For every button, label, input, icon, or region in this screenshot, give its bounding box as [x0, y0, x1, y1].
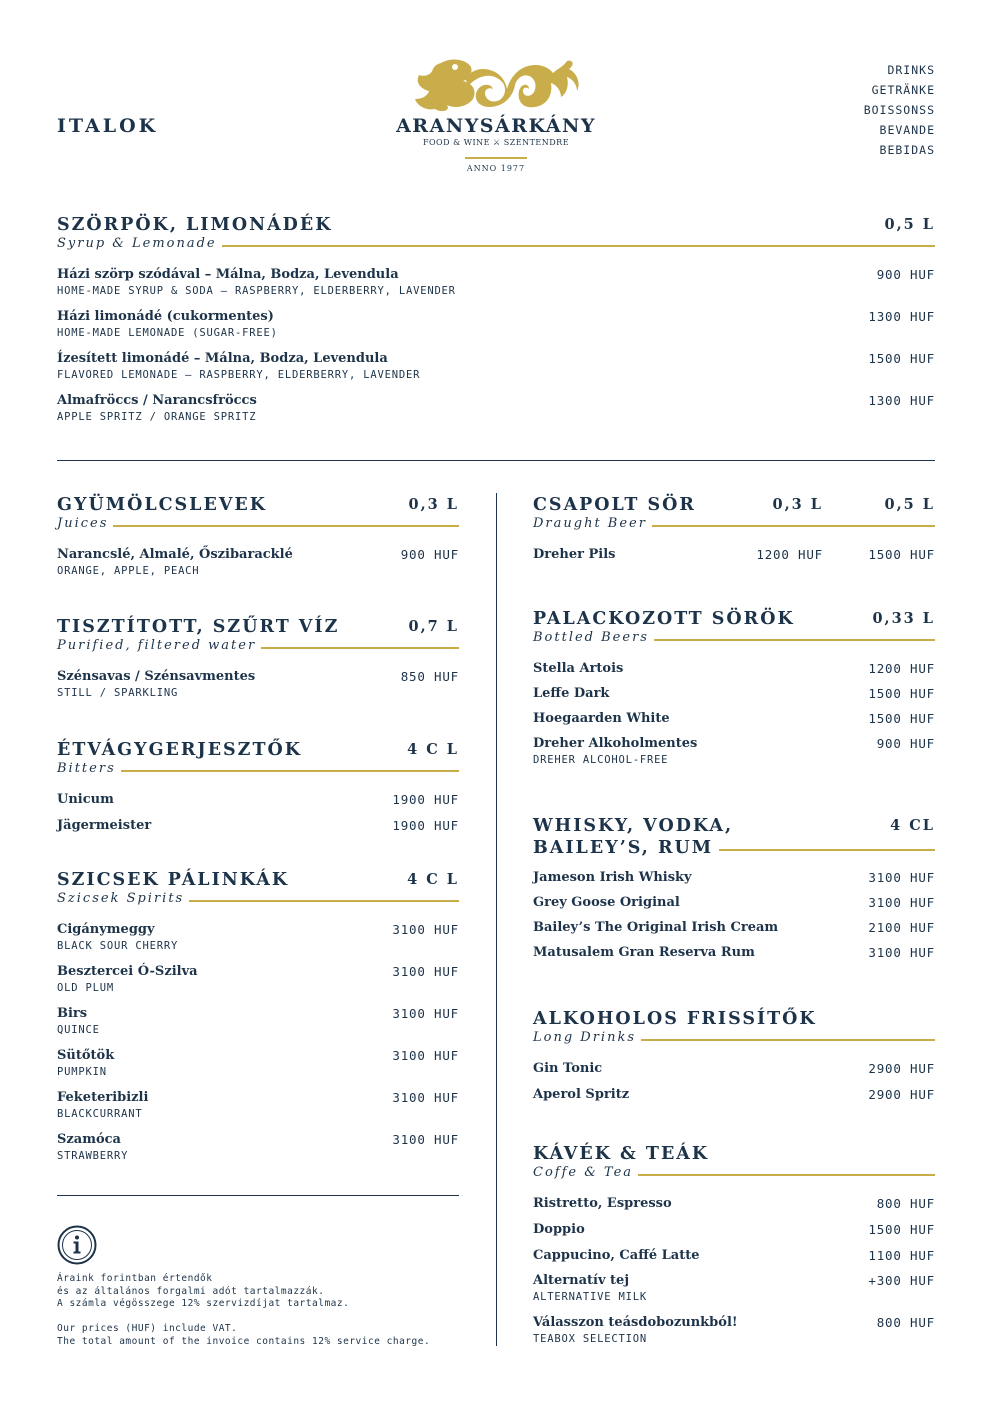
- section-title: SZICSEK PÁLINKÁK: [57, 870, 290, 890]
- section-title: ÉTVÁGYGERJESZTŐK: [57, 740, 302, 760]
- language-item: DRINKS: [887, 63, 935, 77]
- menu-item: [533, 1272, 935, 1304]
- item-name: Birs: [57, 1006, 88, 1021]
- item-price: 3100 HUF: [868, 870, 935, 885]
- item-translation: DREHER ALCOHOL-FREE: [533, 754, 669, 766]
- section-divider: [719, 849, 935, 851]
- section-divider: [654, 639, 935, 641]
- section-title: WHISKY, VODKA,: [533, 816, 734, 836]
- item-name: Dreher Alkoholmentes: [533, 736, 698, 751]
- menu-item: [533, 1086, 935, 1103]
- item-price: 2900 HUF: [868, 1061, 935, 1076]
- menu-item: [533, 685, 935, 702]
- item-translation: BLACK SOUR CHERRY: [57, 940, 179, 952]
- menu-item: [533, 546, 935, 563]
- menu-item: [57, 1005, 459, 1037]
- brand-anno: ANNO 1977: [466, 164, 526, 173]
- item-translation: QUINCE: [57, 1024, 100, 1036]
- item-price: 1500 HUF: [868, 351, 935, 366]
- menu-item: [57, 308, 935, 340]
- menu-item: [533, 1195, 935, 1212]
- item-name: Házi limonádé (cukormentes): [57, 309, 274, 324]
- section-subtitle: Bottled Beers: [533, 630, 649, 645]
- section-subtitle: Purified, filtered water: [57, 638, 257, 653]
- section-title: GYÜMÖLCSLEVEK: [57, 495, 267, 515]
- section-divider: [113, 525, 459, 527]
- item-price: 3100 HUF: [392, 1006, 459, 1021]
- section-subtitle: Szicsek Spirits: [57, 891, 185, 906]
- item-price: 1500 HUF: [868, 1222, 935, 1237]
- horizontal-divider: [57, 1195, 459, 1196]
- item-translation: ALTERNATIVE MILK: [533, 1291, 647, 1303]
- brand-logo: [380, 55, 612, 173]
- item-price: 1500 HUF: [868, 711, 935, 726]
- item-name: Hoegaarden White: [533, 711, 670, 726]
- section-divider: [638, 1174, 935, 1176]
- item-price: 850 HUF: [400, 669, 459, 684]
- item-translation: TEABOX SELECTION: [533, 1333, 647, 1345]
- menu-item: [533, 735, 935, 767]
- section-divider: [222, 245, 935, 247]
- item-name: Besztercei Ó-Szilva: [57, 964, 198, 979]
- section-water: [57, 616, 459, 700]
- item-price: 800 HUF: [876, 1315, 935, 1330]
- item-name: Sütőtök: [57, 1048, 115, 1063]
- section-coffee-tea: [533, 1143, 935, 1346]
- language-item: BEBIDAS: [879, 143, 935, 157]
- item-name: Ristretto, Espresso: [533, 1196, 672, 1211]
- note-line: Áraink forintban értendők: [57, 1273, 213, 1284]
- menu-item: [57, 1047, 459, 1079]
- item-price: 3100 HUF: [392, 1048, 459, 1063]
- item-name: Almafröccs / Narancsfröccs: [57, 393, 257, 408]
- item-price: 1300 HUF: [868, 393, 935, 408]
- item-name: Szénsavas / Szénsavmentes: [57, 669, 256, 684]
- vat-note-en: [57, 1323, 430, 1348]
- section-bitters: [57, 739, 459, 834]
- item-name: Grey Goose Original: [533, 895, 680, 910]
- section-title: BAILEY’S, RUM: [533, 838, 714, 858]
- item-translation: BLACKCURRANT: [57, 1108, 143, 1120]
- item-price: 3100 HUF: [868, 945, 935, 960]
- item-name: Cigánymeggy: [57, 922, 155, 937]
- section-title: SZÖRPÖK, LIMONÁDÉK: [57, 215, 333, 235]
- item-translation: STRAWBERRY: [57, 1150, 129, 1162]
- item-price: 1200 HUF: [756, 547, 823, 562]
- section-unit: 4 CL: [890, 817, 935, 834]
- section-divider: [652, 525, 935, 527]
- item-name: Bailey’s The Original Irish Cream: [533, 920, 779, 935]
- brand-name: ARANYSÁRKÁNY: [396, 115, 596, 137]
- item-price: 2900 HUF: [868, 1087, 935, 1102]
- item-price: 1200 HUF: [868, 661, 935, 676]
- item-translation: APPLE SPRITZ / ORANGE SPRITZ: [57, 411, 257, 423]
- section-syrups: [57, 214, 935, 424]
- menu-item: [57, 963, 459, 995]
- section-unit: 0,5 L: [884, 216, 935, 233]
- item-price: 900 HUF: [400, 547, 459, 562]
- item-name: Válasszon teásdobozunkból!: [533, 1315, 738, 1330]
- item-name: Jameson Irish Whisky: [533, 870, 692, 885]
- menu-item: [533, 1314, 935, 1346]
- menu-item: [533, 1221, 935, 1238]
- section-divider: [261, 647, 459, 649]
- item-name: Narancslé, Almalé, Őszibaracklé: [57, 547, 293, 562]
- section-unit: 0,5 L: [884, 496, 935, 513]
- item-price: 3100 HUF: [392, 1132, 459, 1147]
- section-unit: 4 C L: [407, 871, 459, 888]
- menu-item: [57, 1089, 459, 1121]
- menu-item: [57, 791, 459, 808]
- item-price: 3100 HUF: [392, 964, 459, 979]
- item-name: Szamóca: [57, 1132, 121, 1147]
- item-price: 1500 HUF: [868, 686, 935, 701]
- menu-item: [533, 1247, 935, 1264]
- section-unit: 4 C L: [407, 741, 459, 758]
- language-list: [864, 60, 935, 160]
- page-title: ITALOK: [57, 115, 159, 137]
- item-price: 1900 HUF: [392, 792, 459, 807]
- section-title: TISZTÍTOTT, SZŰRT VÍZ: [57, 617, 340, 637]
- section-subtitle: Juices: [57, 516, 109, 531]
- note-line: és az általános forgalmi adót tartalmazzák.: [57, 1285, 325, 1297]
- item-translation: STILL / SPARKLING: [57, 687, 179, 699]
- vat-note-hu: [57, 1273, 349, 1311]
- item-price: 900 HUF: [876, 267, 935, 282]
- item-name: Gin Tonic: [533, 1061, 603, 1076]
- menu-item: [57, 921, 459, 953]
- menu-item: [533, 869, 935, 886]
- menu-item: [533, 919, 935, 936]
- section-unit: 0,3 L: [408, 496, 459, 513]
- menu-item: [57, 546, 459, 578]
- section-title: KÁVÉK & TEÁK: [533, 1144, 710, 1164]
- menu-item: [57, 392, 935, 424]
- section-whisky: [533, 815, 935, 961]
- section-subtitle: Syrup & Lemonade: [57, 236, 217, 251]
- menu-item: [533, 944, 935, 961]
- section-divider: [641, 1039, 935, 1041]
- item-price: 900 HUF: [876, 736, 935, 751]
- item-price: 1900 HUF: [392, 818, 459, 833]
- section-unit: 0,3 L: [772, 496, 823, 513]
- item-translation: ORANGE, APPLE, PEACH: [57, 565, 200, 577]
- item-price: 1300 HUF: [868, 309, 935, 324]
- section-subtitle: Draught Beer: [533, 516, 647, 531]
- item-translation: PUMPKIN: [57, 1066, 107, 1078]
- item-name: Feketeribizli: [57, 1090, 149, 1105]
- section-unit: 0,7 L: [408, 618, 459, 635]
- item-price: 3100 HUF: [392, 1090, 459, 1105]
- section-juices: [57, 494, 459, 578]
- menu-item: [57, 266, 935, 298]
- menu-item: [57, 668, 459, 700]
- section-bottled-beer: [533, 608, 935, 767]
- note-line: A számla végösszege 12% szervizdíjat tartalmaz.: [57, 1298, 350, 1309]
- item-price: 3100 HUF: [392, 922, 459, 937]
- item-name: Aperol Spritz: [533, 1087, 630, 1102]
- menu-item: [533, 660, 935, 677]
- horizontal-divider: [57, 460, 935, 461]
- item-name: Cappucino, Caffé Latte: [533, 1248, 700, 1263]
- item-translation: HOME-MADE SYRUP & SODA – RASPBERRY, ELDERBERRY, LAVENDER: [57, 285, 456, 297]
- note-line: The total amount of the invoice contains 12% service charge.: [57, 1335, 431, 1347]
- language-item: BEVANDE: [879, 123, 935, 137]
- section-subtitle: Bitters: [57, 761, 116, 776]
- section-title: ALKOHOLOS FRISSÍTŐK: [533, 1009, 817, 1029]
- section-long-drinks: [533, 1008, 935, 1103]
- brand-tagline: FOOD & WINE ⚔ SZENTENDRE: [422, 138, 570, 147]
- item-price: 1500 HUF: [868, 547, 935, 562]
- item-name: Dreher Pils: [533, 547, 616, 562]
- item-name: Doppio: [533, 1222, 585, 1237]
- item-price: +300 HUF: [868, 1273, 935, 1288]
- item-name: Ízesített limonádé – Málna, Bodza, Levendula: [57, 351, 388, 366]
- column-divider: [496, 493, 497, 1346]
- language-item: BOISSONSS: [863, 103, 935, 117]
- menu-item: [533, 1060, 935, 1077]
- section-title: CSAPOLT SÖR: [533, 495, 696, 515]
- item-name: Jägermeister: [57, 818, 152, 833]
- menu-item: [533, 894, 935, 911]
- brand-divider: [465, 157, 527, 159]
- info-icon: [57, 1225, 97, 1269]
- menu-item: [57, 1131, 459, 1163]
- section-divider: [189, 900, 459, 902]
- item-name: Házi szörp szódával – Málna, Bodza, Levendula: [57, 267, 399, 282]
- note-line: Our prices (HUF) include VAT.: [57, 1323, 238, 1334]
- section-draught-beer: [533, 494, 935, 563]
- item-translation: FLAVORED LEMONADE – RASPBERRY, ELDERBERRY, LAVENDER: [57, 369, 421, 381]
- dragon-icon: [411, 55, 581, 113]
- section-spirits: [57, 869, 459, 1163]
- item-name: Matusalem Gran Reserva Rum: [533, 945, 755, 960]
- item-price: 3100 HUF: [868, 895, 935, 910]
- item-name: Stella Artois: [533, 661, 624, 676]
- item-price: 2100 HUF: [868, 920, 935, 935]
- section-subtitle: Long Drinks: [533, 1030, 637, 1045]
- section-divider: [121, 770, 459, 772]
- section-title: PALACKOZOTT SÖRÖK: [533, 609, 795, 629]
- item-price: 1100 HUF: [868, 1248, 935, 1263]
- section-unit: 0,33 L: [872, 610, 935, 627]
- item-translation: OLD PLUM: [57, 982, 114, 994]
- language-item: GETRÄNKE: [871, 83, 935, 97]
- item-name: Alternatív tej: [533, 1273, 630, 1288]
- item-price: 800 HUF: [876, 1196, 935, 1211]
- item-name: Unicum: [57, 792, 114, 807]
- menu-item: [57, 350, 935, 382]
- section-subtitle: Coffe & Tea: [533, 1165, 634, 1180]
- menu-item: [533, 710, 935, 727]
- item-name: Leffe Dark: [533, 686, 610, 701]
- item-translation: HOME-MADE LEMONADE (SUGAR-FREE): [57, 327, 278, 339]
- menu-item: [57, 817, 459, 834]
